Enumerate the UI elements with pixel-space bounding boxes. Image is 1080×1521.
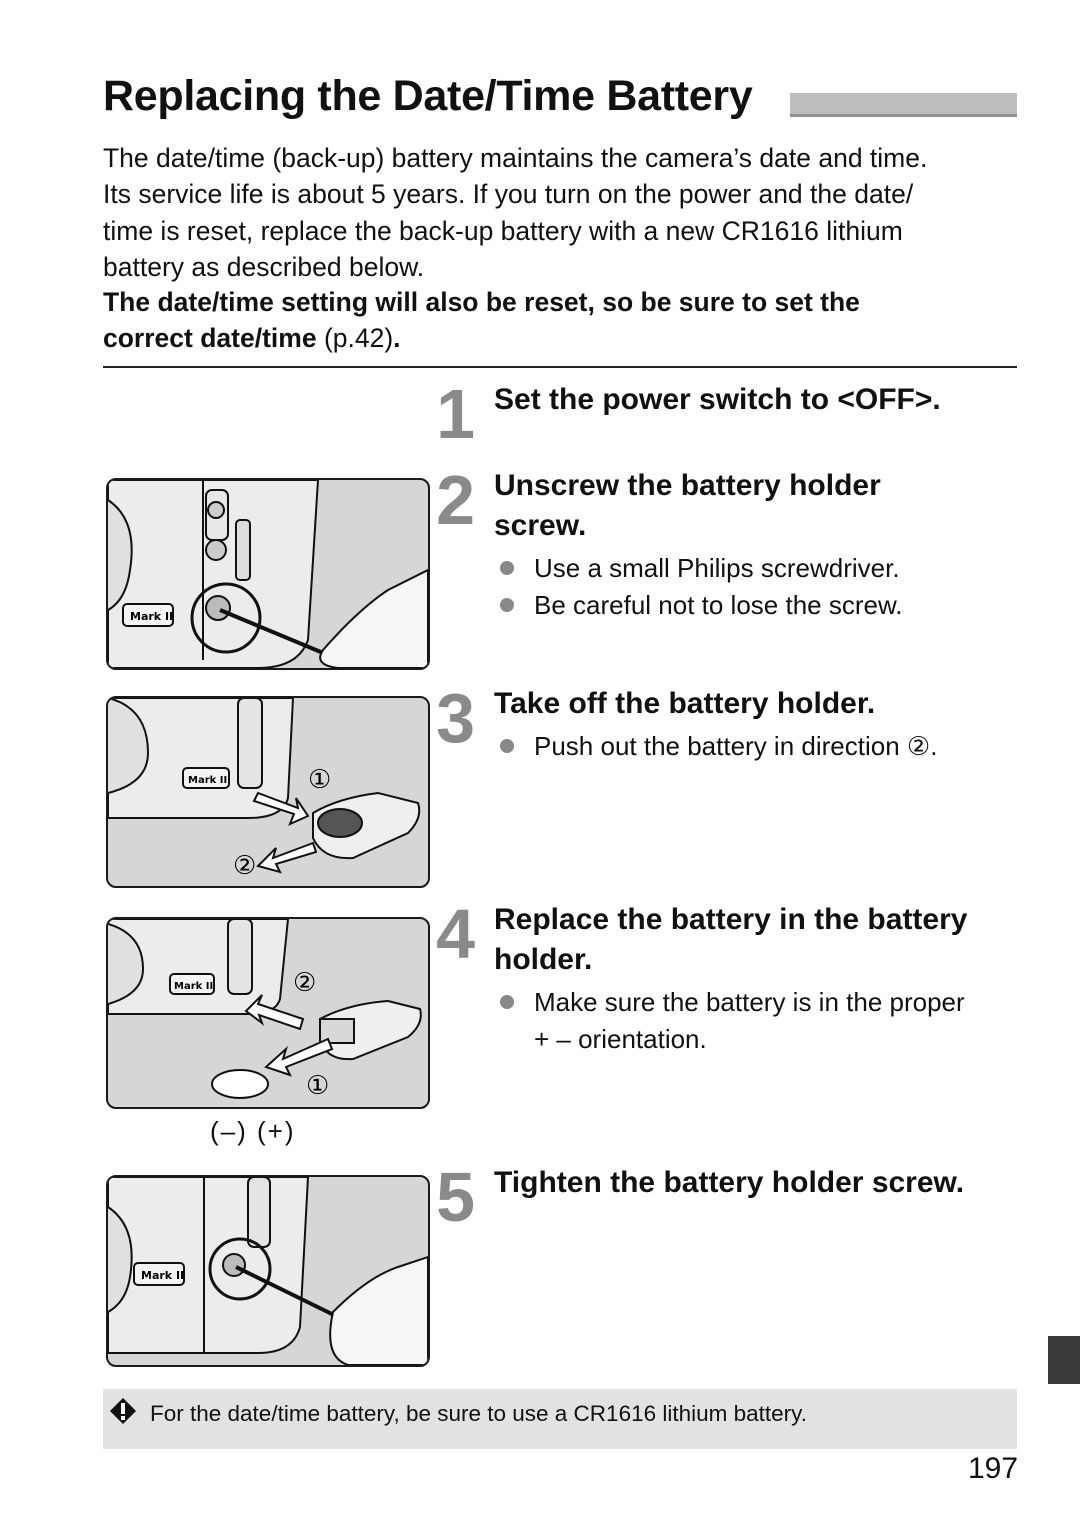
caution-text: For the date/time battery, be sure to use a CR1616 lithium battery.: [150, 1401, 807, 1426]
callout-one: ①: [308, 765, 332, 795]
model-badge: Mark II: [141, 1269, 185, 1282]
bullet-continuation: [500, 1021, 1020, 1058]
page-number: 197: [968, 1452, 1019, 1485]
page-reference-link[interactable]: (p.42): [323, 323, 394, 354]
step-number: 5: [436, 1158, 475, 1236]
model-badge: Mark II: [174, 981, 214, 992]
figure-tighten-screw: [106, 1175, 430, 1367]
bullet-dot-icon: [500, 995, 514, 1009]
bullet-text: + – orientation.: [534, 1023, 707, 1054]
intro-line: time is reset, replace the back-up battery with a new CR1616 lithium: [103, 215, 903, 246]
intro-line: battery as described below.: [103, 252, 425, 283]
callout-two: ②: [293, 968, 317, 998]
page-title: Replacing the Date/Time Battery: [103, 72, 753, 120]
step-bullets: [500, 984, 1020, 1057]
step-bullets: [500, 550, 1020, 623]
bullet-text: Make sure the battery is in the proper: [534, 987, 965, 1017]
bullet-dot-icon: [500, 561, 514, 575]
bullet-item: [500, 728, 1020, 765]
reset-warning-line: [103, 320, 1018, 356]
bullet-item: [500, 984, 1020, 1021]
caution-icon: [109, 1397, 137, 1425]
reset-warning: [103, 284, 1018, 357]
bullet-item: [500, 587, 1020, 624]
intro-line: Its service life is about 5 years. If you turn on the power and the date/: [103, 179, 914, 210]
bullet-text: Use a small Philips screwdriver.: [534, 553, 900, 583]
figure-replace-battery: [106, 917, 430, 1109]
title-decoration-bar: [790, 93, 1017, 117]
bullet-dot-icon: [500, 739, 514, 753]
step-number: 3: [436, 679, 475, 757]
intro-line: The date/time (back-up) battery maintains the camera’s date and time.: [103, 143, 928, 173]
step-title: [494, 466, 1024, 546]
step-title: Set the power switch to <OFF>.: [494, 383, 941, 416]
bullet-item: [500, 550, 1020, 587]
step-number: 2: [436, 461, 475, 539]
callout-one: ①: [306, 1071, 330, 1101]
chapter-thumb-tab: [1048, 1336, 1080, 1384]
step-number: 1: [436, 375, 475, 453]
bullet-dot-icon: [500, 598, 514, 612]
step-title: [494, 900, 1024, 980]
camera-screwdriver-illustration: [108, 1177, 428, 1365]
step-title-line: Unscrew the battery holder: [494, 469, 881, 502]
bullet-text: Be careful not to lose the screw.: [534, 589, 903, 620]
polarity-label: (–) (+): [210, 1116, 296, 1146]
reset-warning-line: The date/time setting will also be reset, so be sure to set the: [103, 287, 860, 317]
caution-note: [103, 1389, 1017, 1449]
model-badge: Mark II: [188, 775, 228, 786]
camera-screwdriver-illustration: [108, 480, 428, 668]
reset-warning-text: correct date/time: [103, 323, 317, 354]
step-number: 4: [436, 895, 475, 973]
step-title: Take off the battery holder.: [494, 687, 876, 720]
callout-two: ②: [233, 851, 257, 881]
model-badge: Mark II: [130, 610, 174, 623]
figure-unscrew-holder: [106, 478, 430, 670]
step-title-line: screw.: [494, 509, 587, 542]
section-divider: [103, 366, 1017, 368]
step-title-line: Replace the battery in the battery: [494, 903, 968, 936]
step-title-line: holder.: [494, 943, 593, 976]
intro-paragraph: [103, 140, 1018, 286]
reset-warning-period: .: [393, 323, 401, 354]
figure-remove-holder: [106, 696, 430, 888]
bullet-text: Push out the battery in direction ②.: [534, 731, 938, 761]
holder-removal-illustration: [108, 698, 428, 886]
step-title: Tighten the battery holder screw.: [494, 1166, 965, 1199]
battery-insertion-illustration: [108, 919, 428, 1107]
step-bullets: [500, 728, 1020, 765]
